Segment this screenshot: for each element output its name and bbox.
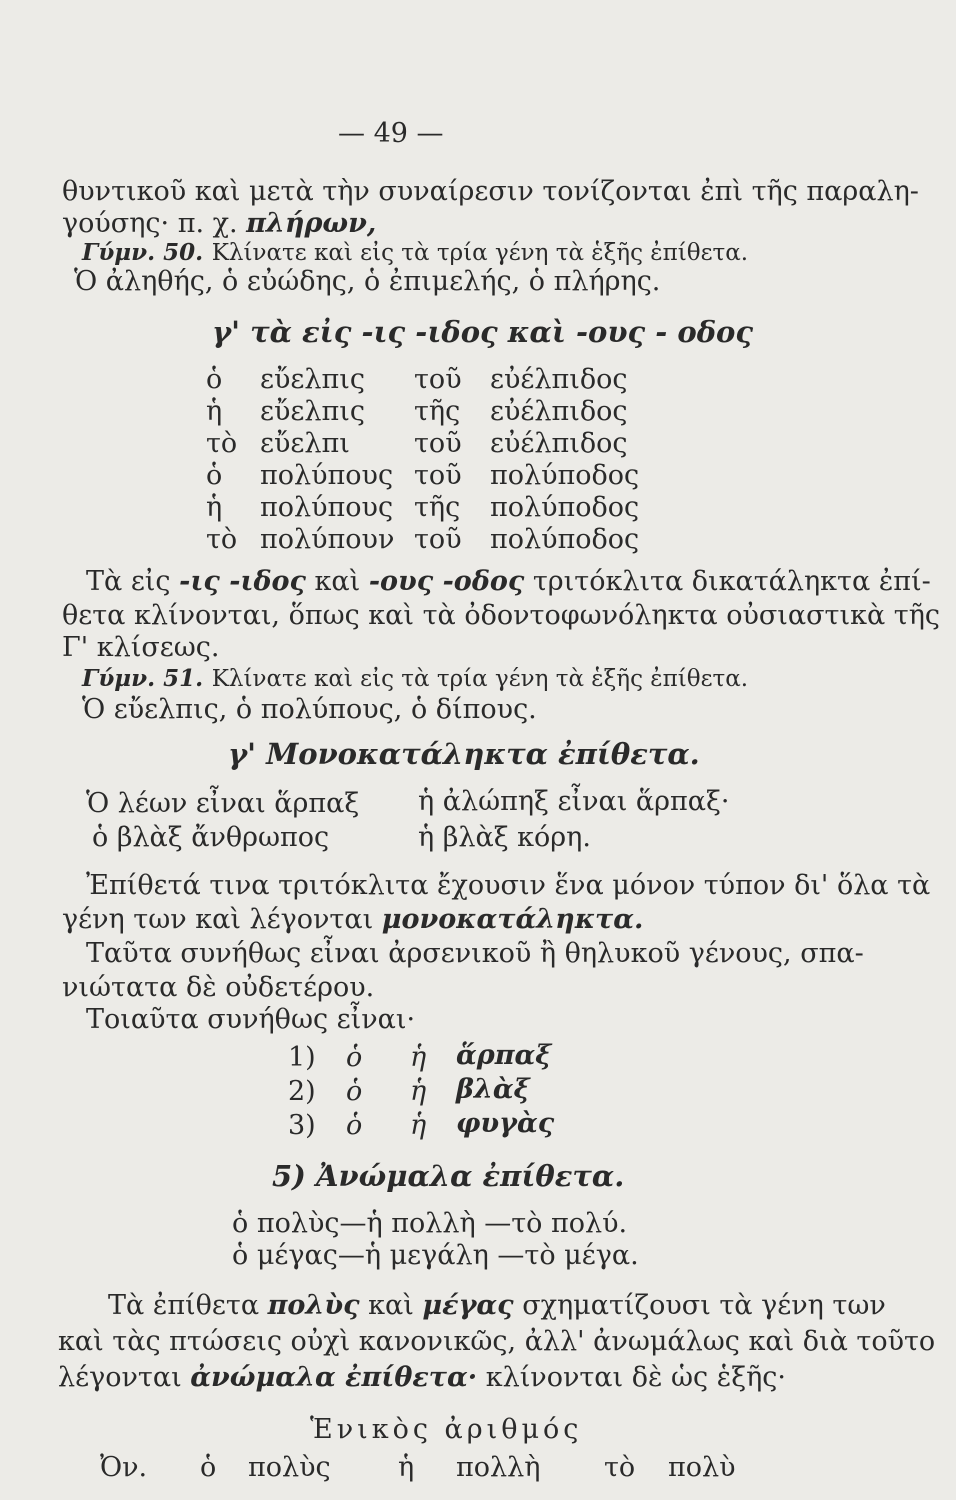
term: ἀνώμαλα ἐπίθετα·: [190, 1362, 478, 1393]
genitive: πολύποδος: [490, 460, 640, 491]
masculine-article: ὁ: [200, 1452, 217, 1483]
nominative: πολύπους: [260, 460, 394, 491]
nominative: εὔελπις: [260, 396, 365, 427]
page-number: — 49 —: [338, 118, 444, 149]
feminine-article: ἡ: [410, 1076, 427, 1107]
genitive-article: τοῦ: [414, 460, 462, 491]
text: γένη των καὶ λέγονται: [62, 904, 382, 935]
genitive-article: τοῦ: [414, 364, 462, 395]
paragraph-2-line-4: νιώτατα δὲ οὐδετέρου.: [62, 972, 375, 1003]
masculine-article: ὁ: [346, 1042, 363, 1073]
feminine-form: πολλὴ: [456, 1452, 541, 1483]
article: ὁ: [206, 364, 223, 395]
text: καὶ: [359, 1290, 423, 1321]
genitive-article: τοῦ: [414, 428, 462, 459]
term: μέγας: [422, 1290, 514, 1321]
paragraph-1-line-3: Γ' κλίσεως.: [62, 632, 220, 663]
neuter-form: πολὺ: [668, 1452, 736, 1483]
nominative: πολύπουν: [260, 524, 395, 555]
exercise-51-words: Ὁ εὔελπις, ὁ πολύπους, ὁ δίπους.: [82, 694, 537, 725]
feminine-article: ἡ: [410, 1110, 427, 1141]
section-heading-anomala: 5) Ἀνώμαλα ἐπίθετα.: [272, 1159, 625, 1193]
nominative: εὔελπι: [260, 428, 350, 459]
genitive-article: τῆς: [414, 396, 461, 427]
text: κλίνονται δὲ ὡς ἑξῆς·: [477, 1362, 786, 1393]
paragraph-2-line-5: Τοιαῦτα συνήθως εἶναι·: [86, 1004, 416, 1035]
feminine-article: ἡ: [410, 1042, 427, 1073]
example-right-2: ἡ βλὰξ κόρη.: [418, 822, 591, 853]
article: ἡ: [206, 396, 223, 427]
text: Τὰ ἐπίθετα: [108, 1290, 268, 1321]
term: μονοκατάληκτα.: [381, 904, 644, 935]
exercise-51: [82, 662, 748, 695]
masculine-article: ὁ: [346, 1076, 363, 1107]
example-left-1: Ὁ λέων εἶναι ἅρπαξ: [86, 788, 360, 819]
paragraph-1-line-1: [86, 566, 931, 598]
text: καὶ: [305, 566, 369, 597]
section-heading-monokatalikta: γ' Μονοκατάληκτα ἐπίθετα.: [228, 737, 700, 771]
text: λέγονται: [58, 1362, 191, 1393]
paragraph-2-line-3: Ταῦτα συνήθως εἶναι ἀρσενικοῦ ἢ θηλυκοῦ γένους, σπα-: [86, 938, 864, 969]
list-number: 3): [288, 1110, 316, 1141]
example-left-2: ὁ βλὰξ ἄνθρωπος: [92, 822, 330, 853]
intro-text: γούσης· π. χ.: [62, 208, 247, 239]
text: σχηματίζουσι τὰ γένη των: [513, 1290, 886, 1321]
paragraph-3-line-1: [108, 1290, 886, 1322]
list-number: 1): [288, 1042, 316, 1073]
case-label: Ὀν.: [100, 1452, 148, 1483]
genitive: εὐέλπιδος: [490, 428, 628, 459]
anomalous-forms-2: ὁ μέγας—ἡ μεγάλη —τὸ μέγα.: [232, 1240, 639, 1271]
exercise-text: Κλίνατε καὶ εἰς τὰ τρία γένη τὰ ἑξῆς ἐπίθετα.: [211, 666, 749, 692]
genitive: εὐέλπιδος: [490, 364, 628, 395]
section-heading-is-idos: γ' τὰ εἰς -ις -ιδος καὶ -ους - οδος: [212, 315, 754, 349]
nominative: εὔελπις: [260, 364, 365, 395]
neuter-article: τὸ: [604, 1452, 636, 1483]
intro-line-1: θυντικοῦ καὶ μετὰ τὴν συναίρεσιν τονίζονται ἐπὶ τῆς παραλη-: [62, 176, 919, 207]
list-word: ἅρπαξ: [456, 1040, 552, 1071]
list-word: βλὰξ: [456, 1074, 530, 1105]
genitive: εὐέλπιδος: [490, 396, 628, 427]
genitive-article: τῆς: [414, 492, 461, 523]
article: τὸ: [206, 524, 238, 555]
masculine-article: ὁ: [346, 1110, 363, 1141]
genitive: πολύποδος: [490, 492, 640, 523]
anomalous-forms-1: ὁ πολὺς—ἡ πολλὴ —τὸ πολύ.: [232, 1208, 628, 1239]
exercise-50-words: Ὁ ἀληθής, ὁ εὐώδης, ὁ ἐπιμελής, ὁ πλήρης.: [74, 266, 661, 297]
genitive: πολύποδος: [490, 524, 640, 555]
exercise-50: [82, 236, 748, 269]
feminine-article: ἡ: [398, 1452, 415, 1483]
article: ὁ: [206, 460, 223, 491]
paragraph-1-line-2: θετα κλίνονται, ὅπως καὶ τὰ ὀδοντοφωνόληκτα οὐσιαστικὰ τῆς: [62, 600, 941, 631]
text: τριτόκλιτα δικατάληκτα ἐπί-: [524, 566, 931, 597]
genitive-article: τοῦ: [414, 524, 462, 555]
paragraph-2-line-2: [62, 904, 643, 936]
exercise-text: Κλίνατε καὶ εἰς τὰ τρία γένη τὰ ἑξῆς ἐπίθετα.: [211, 240, 749, 266]
ending: -ους -οδος: [368, 566, 525, 597]
exercise-label: Γύμν. 51.: [82, 665, 204, 692]
paragraph-3-line-3: [58, 1362, 786, 1394]
example-right-1: ἡ ἀλώπηξ εἶναι ἅρπαξ·: [418, 786, 730, 817]
list-word: φυγὰς: [456, 1108, 555, 1139]
masculine-form: πολὺς: [248, 1452, 331, 1483]
term: πολὺς: [267, 1290, 360, 1321]
singular-heading: Ἑνικὸς ἀριθμός: [310, 1414, 583, 1445]
ending: -ις -ιδος: [179, 566, 306, 597]
paragraph-2-line-1: Ἐπίθετά τινα τριτόκλιτα ἔχουσιν ἕνα μόνον τύπον δι' ὅλα τὰ: [86, 870, 931, 901]
intro-example-word: πλήρων,: [246, 208, 377, 239]
list-number: 2): [288, 1076, 316, 1107]
nominative: πολύπους: [260, 492, 394, 523]
article: ἡ: [206, 492, 223, 523]
text: Τὰ εἰς: [86, 566, 180, 597]
article: τὸ: [206, 428, 238, 459]
exercise-label: Γύμν. 50.: [82, 239, 204, 266]
paragraph-3-line-2: καὶ τὰς πτώσεις οὐχὶ κανονικῶς, ἀλλ' ἀνωμάλως καὶ διὰ τοῦτο: [58, 1326, 936, 1357]
